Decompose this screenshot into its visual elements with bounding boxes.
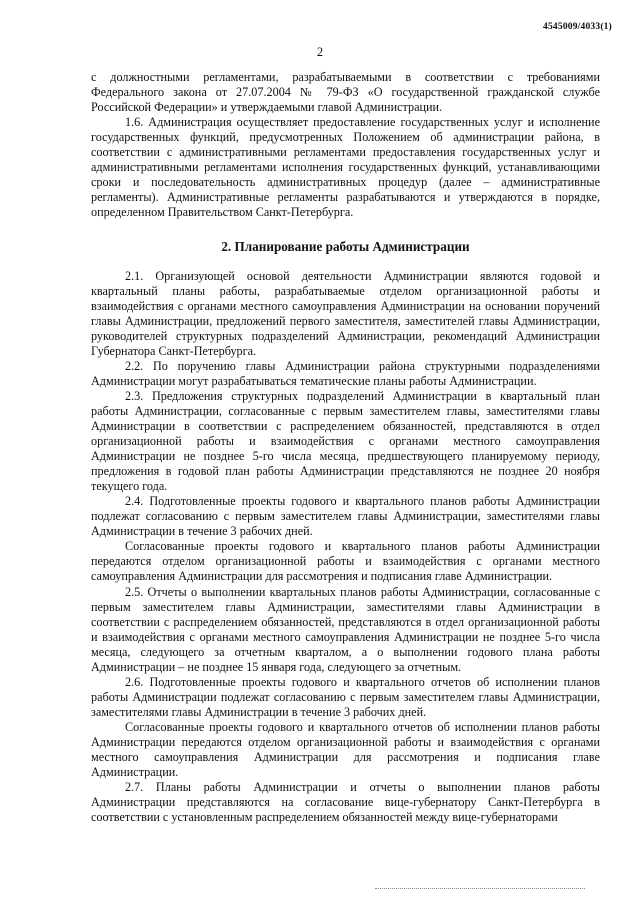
paragraph-2-3: 2.3. Предложения структурных подразделений Администрации в квартальный план работы Администрации, согласованные с первым заместителем главы, заместителями главы Администрации в соответствии с распределением обязанностей, представляются в отдел организационной работы и взаимодействия с органами местного самоуправления Администрации не позднее 5-го числа месяца, предшествующего планируемому периоду, предложения в годовой план работы Администрации представляются не позднее 20 ноября текущего года. bbox=[91, 388, 600, 494]
footer-divider bbox=[375, 888, 585, 889]
paragraph-2-6: 2.6. Подготовленные проекты годового и квартального отчетов об исполнении планов работы Администрации подлежат согласованию с первым заместителем главы Администрации, заместителями главы Администрации в течение 3 рабочих дней. bbox=[91, 674, 600, 719]
page-number: 2 bbox=[316, 45, 324, 59]
paragraph-2-7: 2.7. Планы работы Администрации и отчеты о выполнении планов работы Администрации представляются на согласование вице-губернатору Санкт-Петербурга в соответствии с установленным распределением обязанностей между вице-губернаторами bbox=[91, 780, 600, 825]
paragraph-2-6-agreed: Согласованные проекты годового и квартального отчетов об исполнении планов работы Администрации передаются отделом организационной работы и взаимодействия с органами местного самоуправления Администрации для рассмотрения и подписания главе Администрации. bbox=[91, 719, 600, 780]
paragraph-2-4: 2.4. Подготовленные проекты годового и квартального планов работы Администрации подлежат согласованию с первым заместителем главы Администрации, заместителями главы Администрации в течение 3 рабочих дней. bbox=[91, 494, 600, 539]
document-number: 4545009/4033(1) bbox=[543, 22, 612, 32]
paragraph-2-1: 2.1. Организующей основой деятельности Администрации являются годовой и квартальный планы работы, разрабатываемые отделом организационной работы и взаимодействия с органами местного самоуправления Администрации на основании поручений главы Администрации, предложений первого заместителя, заместителей главы Администрации, руководителей структурных подразделений Администрации, рекомендаций Администрации Губернатора Санкт-Петербурга. bbox=[91, 268, 600, 358]
paragraph-continuation: с должностными регламентами, разрабатываемыми в соответствии с требованиями Федерального закона от 27.07.2004 № 79-ФЗ «О государственной гражданской службе Российской Федерации» и утверждаемыми главой Администрации. bbox=[91, 70, 600, 115]
document-body bbox=[91, 70, 600, 825]
paragraph-2-4-agreed: Согласованные проекты годового и квартального планов работы Администрации передаются отделом организационной работы и взаимодействия с органами местного самоуправления Администрации для рассмотрения и подписания главе Администрации. bbox=[91, 539, 600, 584]
paragraph-2-5: 2.5. Отчеты о выполнении квартальных планов работы Администрации, согласованные с первым заместителем главы Администрации, заместителями главы Администрации в соответствии с распределением обязанностей, представляются в отдел организационной работы и взаимодействия с органами местного самоуправления Администрации не позднее 5-го числа месяца, следующего за отчетным кварталом, а о выполнении годового плана работы Администрации – не позднее 15 января года, следующего за отчетным. bbox=[91, 584, 600, 674]
section-heading: 2. Планирование работы Администрации bbox=[221, 239, 470, 255]
paragraph-2-2: 2.2. По поручению главы Администрации района структурными подразделениями Администрации могут разрабатываться тематические планы работы Администрации. bbox=[91, 358, 600, 388]
paragraph-1-6: 1.6. Администрация осуществляет предоставление государственных услуг и исполнение государственных функций, предусмотренных Положением об администрации района, в соответствии с административными регламентами предоставления государственных услуг и административными регламентами исполнения государственных функций, устанавливающими сроки и последовательность административных процедур (далее – административные регламенты). Административные регламенты разрабатываются и утверждаются в порядке, определенном Правительством Санкт-Петербурга. bbox=[91, 115, 600, 220]
